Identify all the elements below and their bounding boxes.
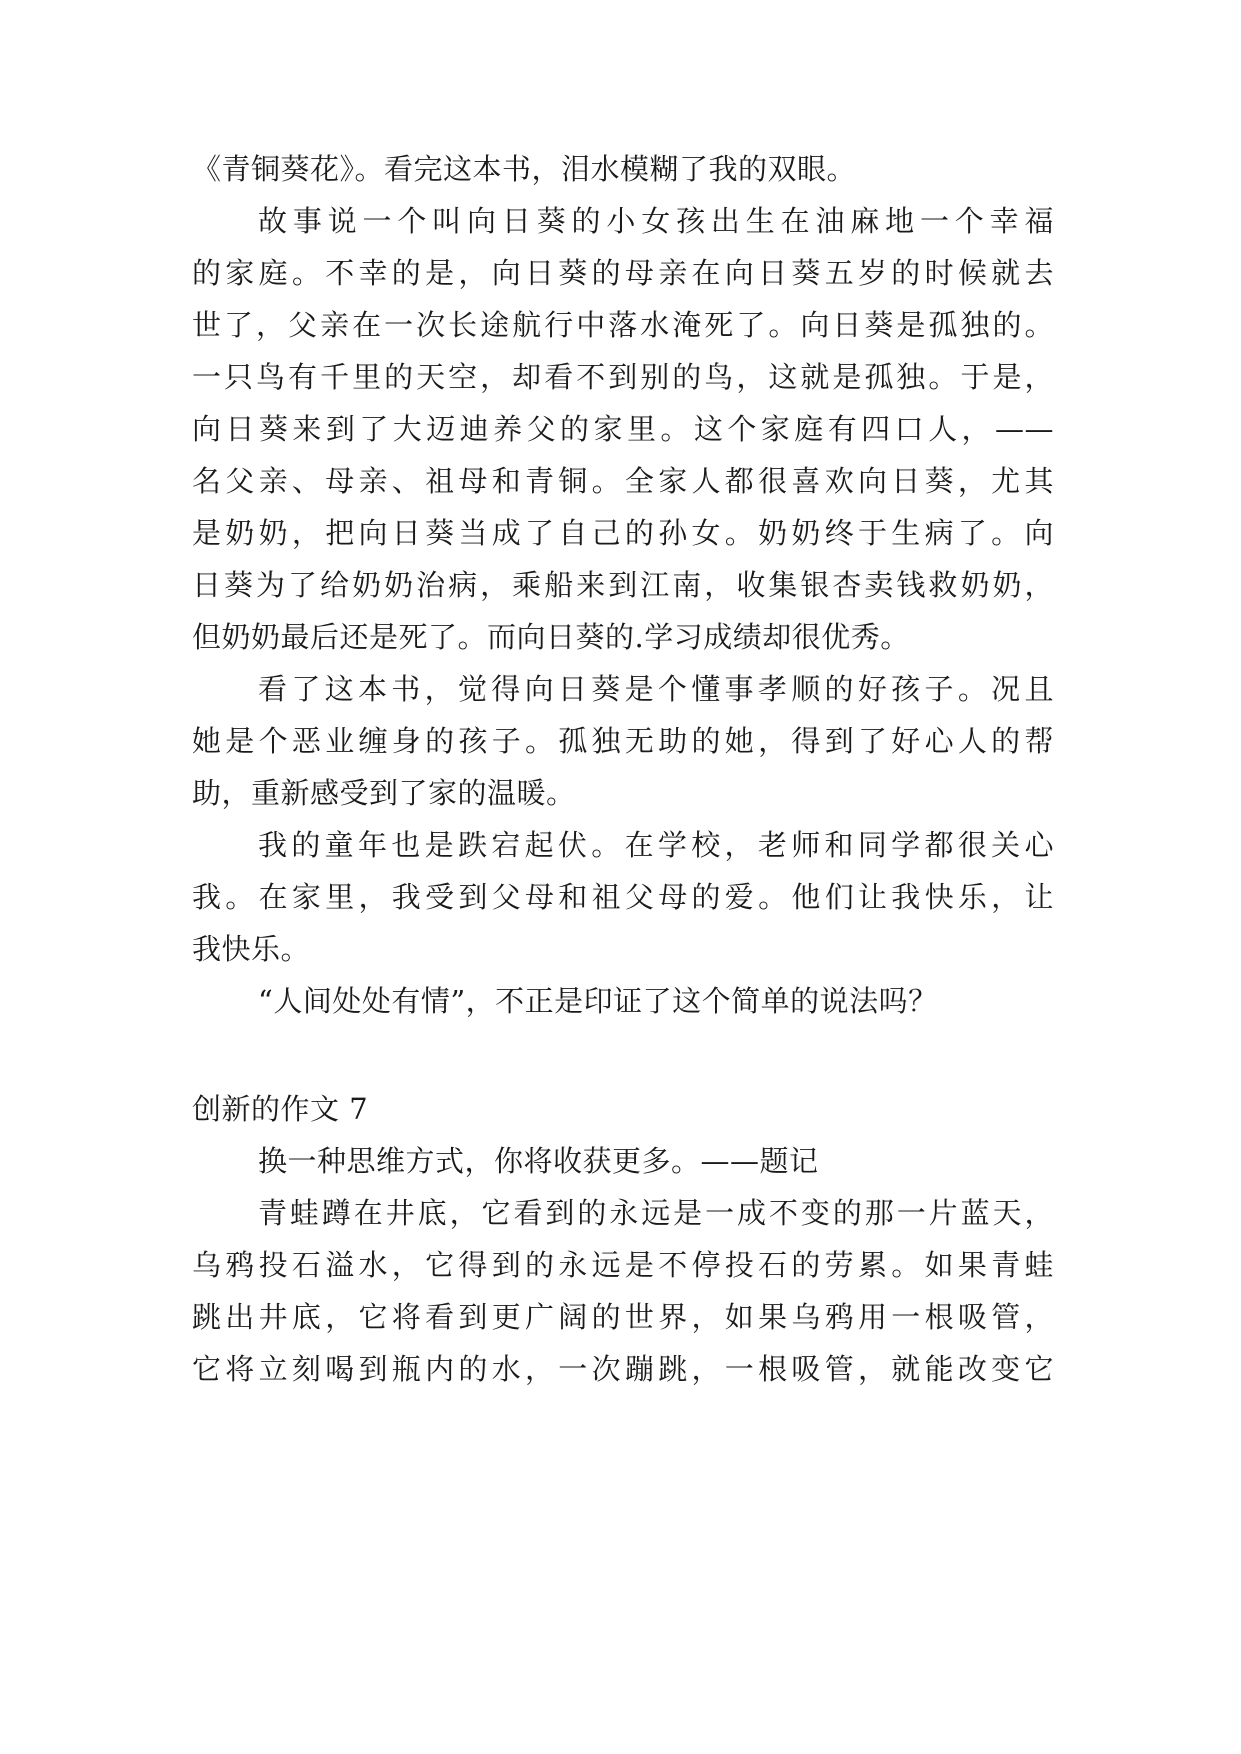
text-line: 是奶奶，把向日葵当成了自己的孙女。奶奶终于生病了。向 bbox=[192, 516, 1054, 550]
text-line: 向日葵来到了大迈迪养父的家里。这个家庭有四口人，—— bbox=[192, 412, 1054, 446]
text-line: 《青铜葵花》。看完这本书，泪水模糊了我的双眼。 bbox=[192, 152, 857, 186]
text-line: “人间处处有情”，不正是印证了这个简单的说法吗？ bbox=[258, 984, 938, 1018]
text-line: 助，重新感受到了家的温暖。 bbox=[192, 776, 576, 810]
text-line: 她是个恶业缠身的孩子。孤独无助的她，得到了好心人的帮 bbox=[192, 724, 1054, 758]
text-line: 青蛙蹲在井底，它看到的永远是一成不变的那一片蓝天， bbox=[258, 1196, 1054, 1230]
text-line: 我快乐。 bbox=[192, 932, 311, 966]
text-line: 故事说一个叫向日葵的小女孩出生在油麻地一个幸福 bbox=[258, 204, 1054, 238]
text-line: 乌鸦投石溢水，它得到的永远是不停投石的劳累。如果青蛙 bbox=[192, 1248, 1054, 1282]
text-line: 看了这本书，觉得向日葵是个懂事孝顺的好孩子。况且 bbox=[258, 672, 1054, 706]
text-line: 我。在家里，我受到父母和祖父母的爱。他们让我快乐，让 bbox=[192, 880, 1054, 914]
text-line: 世了，父亲在一次长途航行中落水淹死了。向日葵是孤独的。 bbox=[192, 308, 1054, 342]
text-line: 跳出井底，它将看到更广阔的世界，如果乌鸦用一根吸管， bbox=[192, 1300, 1054, 1334]
text-line: 一只鸟有千里的天空，却看不到别的鸟，这就是孤独。于是， bbox=[192, 360, 1054, 394]
text-line: 的家庭。不幸的是，向日葵的母亲在向日葵五岁的时候就去 bbox=[192, 256, 1054, 290]
text-line: 我的童年也是跌宕起伏。在学校，老师和同学都很关心 bbox=[258, 828, 1054, 862]
text-line: 它将立刻喝到瓶内的水，一次蹦跳，一根吸管，就能改变它 bbox=[192, 1352, 1054, 1386]
section-heading: 创新的作文 7 bbox=[192, 1092, 369, 1126]
text-line: 日葵为了给奶奶治病，乘船来到江南，收集银杏卖钱救奶奶， bbox=[192, 568, 1054, 602]
text-line: 换一种思维方式，你将收获更多。——题记 bbox=[258, 1144, 819, 1178]
text-line: 名父亲、母亲、祖母和青铜。全家人都很喜欢向日葵，尤其 bbox=[192, 464, 1054, 498]
text-line: 但奶奶最后还是死了。而向日葵的.学习成绩却很优秀。 bbox=[192, 620, 910, 654]
